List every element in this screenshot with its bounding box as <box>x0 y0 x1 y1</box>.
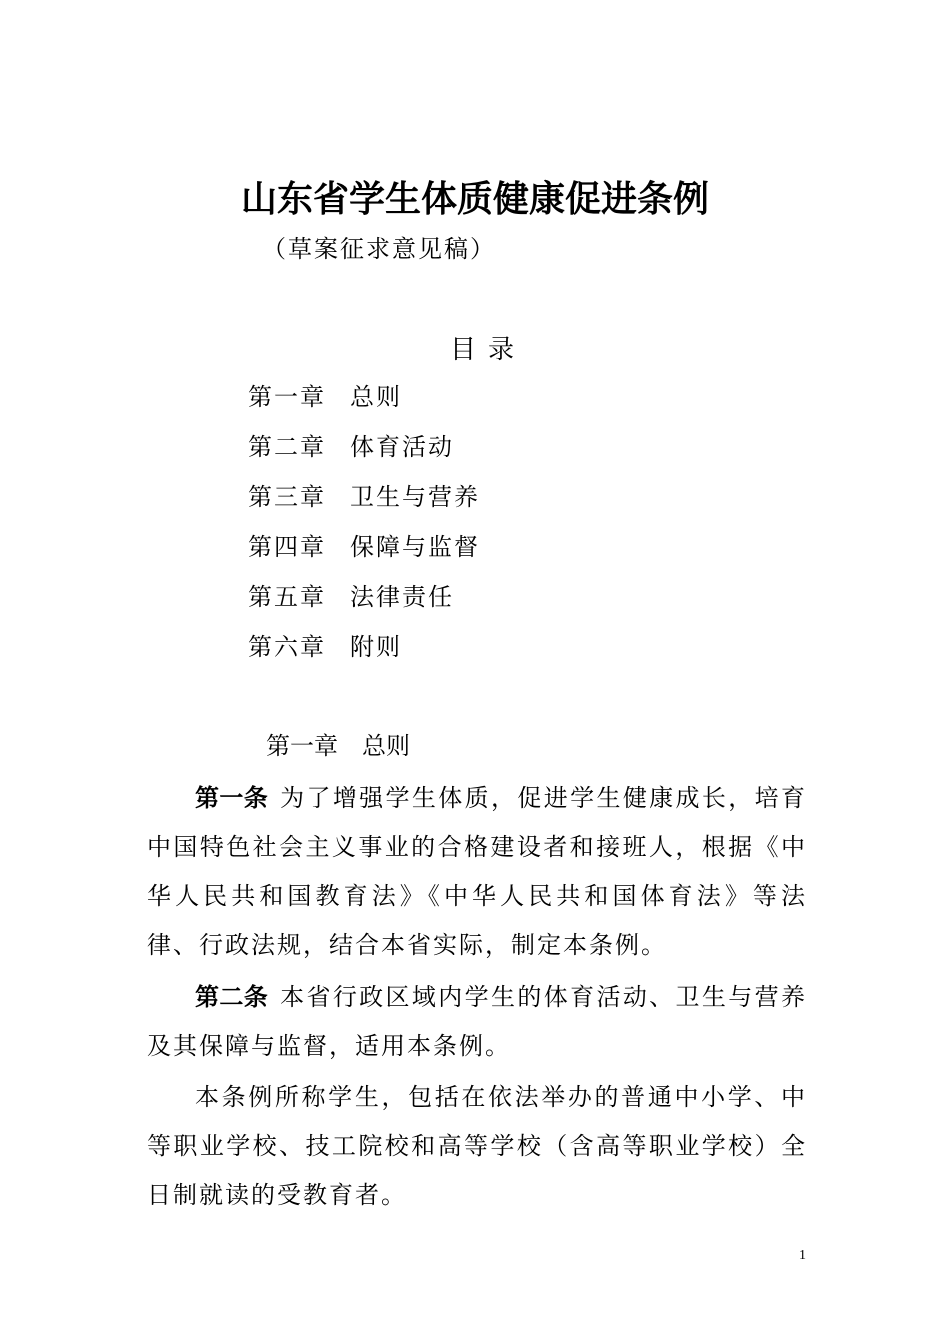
article-text: 为了增强学生体质，促进学生健康成长，培育中国特色社会主义事业的合格建设者和接班人，根据《中华人民共和国教育法》《中华人民共和国体育法》等法律、行政法规，结合本省实际，制定本条例。 <box>147 784 808 959</box>
toc-item <box>248 530 480 564</box>
document-title: 山东省学生体质健康促进条例 <box>240 179 709 220</box>
article-paragraph <box>147 774 807 970</box>
article-label: 第一条 <box>195 784 269 812</box>
toc-chapter-name: 卫生与营养 <box>350 483 480 511</box>
toc-chapter-name: 体育活动 <box>350 433 454 461</box>
toc-chapter-name: 总则 <box>350 383 402 411</box>
toc-item <box>248 480 480 514</box>
article-paragraph <box>147 973 807 1071</box>
toc-chapter-number: 第六章 <box>248 633 326 661</box>
article-text: 本条例所称学生，包括在依法举办的普通中小学、中等职业学校、技工院校和高等学校（含高等职业学校）全日制就读的受教育者。 <box>147 1083 807 1209</box>
toc-chapter-number: 第五章 <box>248 583 326 611</box>
document-subtitle: （草案征求意见稿） <box>262 235 496 263</box>
toc-item <box>248 380 402 414</box>
toc-item <box>248 580 454 614</box>
toc-chapter-number: 第一章 <box>248 383 326 411</box>
article-paragraph <box>147 1073 807 1220</box>
toc-chapter-number: 第四章 <box>248 533 326 561</box>
page-number: 1 <box>799 1248 806 1263</box>
toc-chapter-name: 法律责任 <box>350 583 454 611</box>
toc-chapter-name: 附则 <box>350 633 402 661</box>
toc-chapter-name: 保障与监督 <box>350 533 480 561</box>
chapter-heading: 第一章 总则 <box>266 732 410 760</box>
article-text: 本省行政区域内学生的体育活动、卫生与营养及其保障与监督，适用本条例。 <box>147 983 808 1060</box>
toc-heading: 目录 <box>450 335 527 365</box>
toc-item <box>248 430 454 464</box>
toc-item <box>248 630 402 664</box>
toc-chapter-number: 第三章 <box>248 483 326 511</box>
toc-chapter-number: 第二章 <box>248 433 326 461</box>
article-label: 第二条 <box>195 983 269 1011</box>
